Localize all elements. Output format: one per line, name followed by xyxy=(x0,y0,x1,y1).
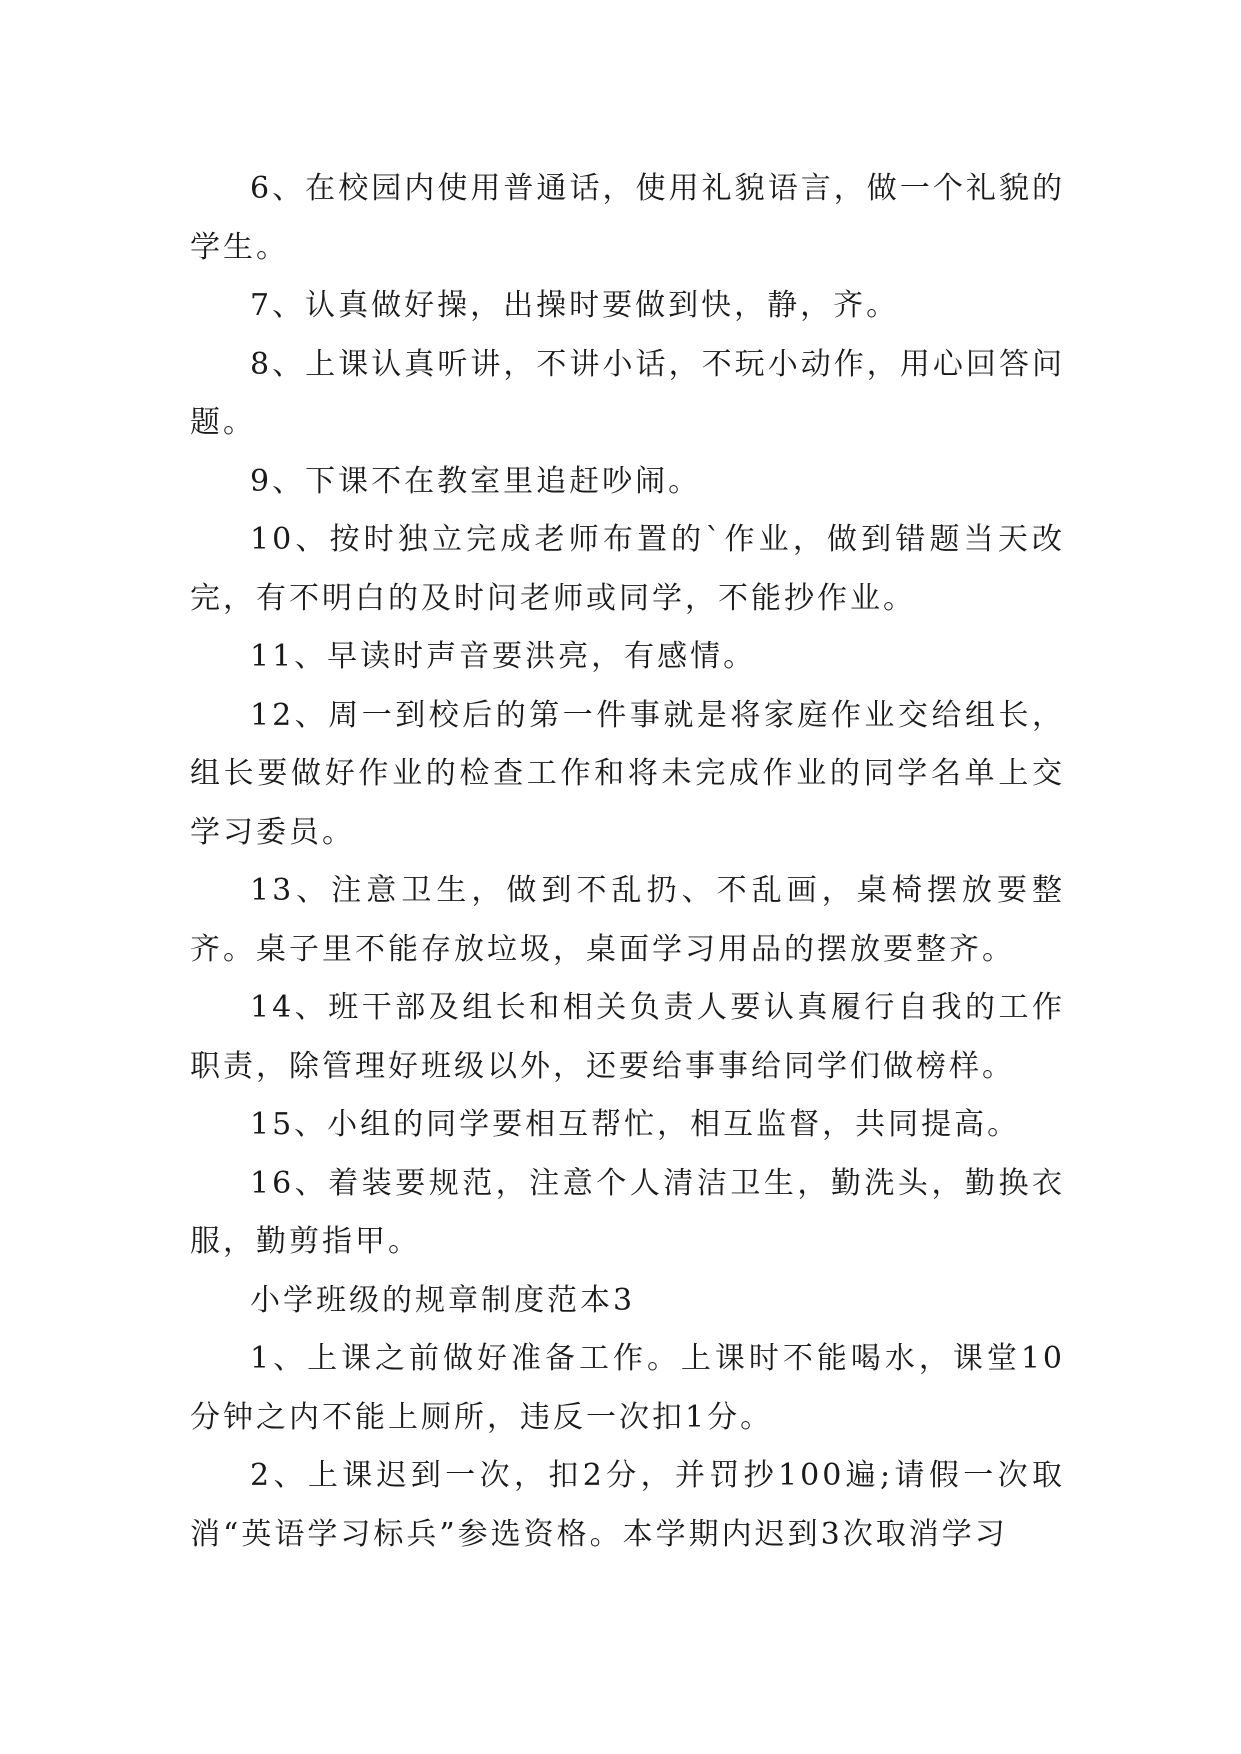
paragraph-rule-14: 14、班干部及组长和相关负责人要认真履行自我的工作职责，除管理好班级以外，还要给事事给同学们做榜样。 xyxy=(190,990,1065,1084)
paragraph-rule-11: 11、早读时声音要洪亮，有感情。 xyxy=(250,639,757,674)
paragraph-rule-8: 8、上课认真听讲，不讲小话，不玩小动作，用心回答问题。 xyxy=(190,346,1065,440)
paragraph-rule-10: 10、按时独立完成老师布置的`作业，做到错题当天改完，有不明白的及时问老师或同学，不能抄作业。 xyxy=(190,522,1065,616)
paragraph-section3-rule-1: 1、上课之前做好准备工作。上课时不能喝水，课堂10分钟之内不能上厕所，违反一次扣1分。 xyxy=(190,1341,1065,1435)
document-body xyxy=(190,160,1065,1564)
paragraph-section3-rule-2: 2、上课迟到一次，扣2分，并罚抄100遍;请假一次取消“英语学习标兵”参选资格。本学期内迟到3次取消学习 xyxy=(190,1458,1065,1552)
paragraph-rule-15: 15、小组的同学要相互帮忙，相互监督，共同提高。 xyxy=(250,1107,1021,1142)
paragraph-rule-13: 13、注意卫生，做到不乱扔、不乱画，桌椅摆放要整齐。桌子里不能存放垃圾，桌面学习用品的摆放要整齐。 xyxy=(190,873,1065,967)
section-heading: 小学班级的规章制度范本3 xyxy=(250,1282,636,1318)
paragraph-rule-6: 6、在校园内使用普通话，使用礼貌语言，做一个礼貌的学生。 xyxy=(190,171,1065,265)
paragraph-rule-7: 7、认真做好操，出操时要做到快，静，齐。 xyxy=(250,288,900,323)
paragraph-rule-12: 12、周一到校后的第一件事就是将家庭作业交给组长，组长要做好作业的检查工作和将未完成作业的同学名单上交学习委员。 xyxy=(190,697,1065,850)
paragraph-rule-9: 9、下课不在教室里追赶吵闹。 xyxy=(250,463,702,499)
paragraph-rule-16: 16、着装要规范，注意个人清洁卫生，勤洗头，勤换衣服，勤剪指甲。 xyxy=(190,1165,1065,1259)
